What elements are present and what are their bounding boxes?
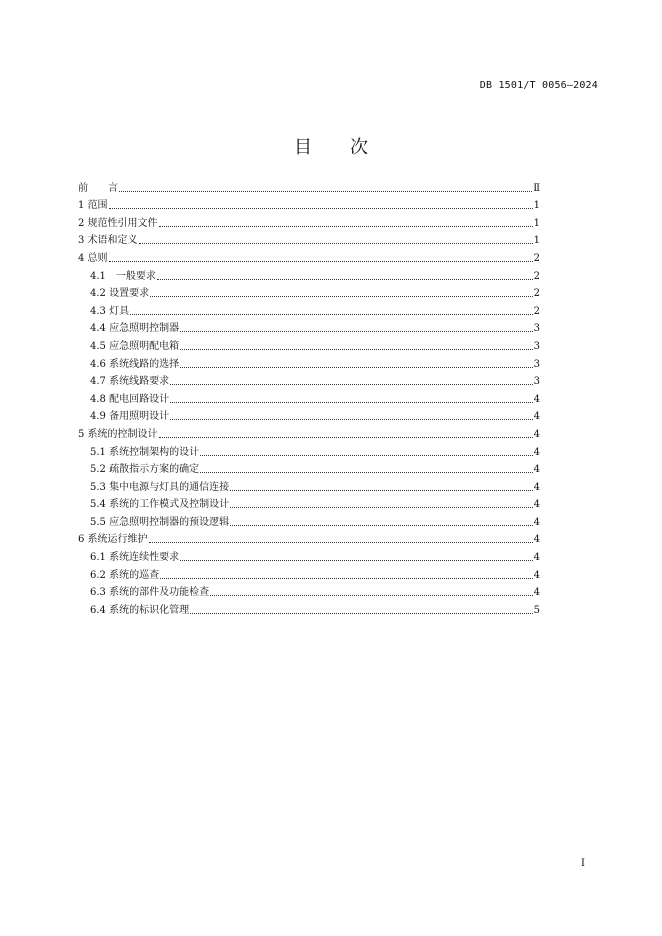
dot-leader bbox=[180, 366, 533, 368]
toc-entry-label: 4.1 一般要求 bbox=[90, 270, 156, 282]
toc-entry[interactable] bbox=[78, 582, 540, 600]
toc-entry-page: 3 bbox=[533, 340, 540, 352]
toc-entry[interactable] bbox=[78, 599, 540, 617]
dot-leader bbox=[200, 471, 533, 473]
toc-entry-label: 4.6 系统线路的选择 bbox=[90, 358, 180, 370]
table-of-contents bbox=[78, 177, 540, 617]
dot-leader bbox=[149, 541, 533, 543]
toc-entry-label: 6.2 系统的巡查 bbox=[90, 569, 160, 581]
dot-leader bbox=[130, 313, 533, 315]
toc-entry[interactable] bbox=[78, 441, 540, 459]
dot-leader bbox=[170, 418, 533, 420]
toc-entry[interactable] bbox=[78, 195, 540, 213]
standard-code: DB 1501/T 0056—2024 bbox=[479, 80, 598, 91]
toc-entry-page: 4 bbox=[533, 499, 540, 511]
toc-entry-label: 5.1 系统控制架构的设计 bbox=[90, 446, 200, 458]
dot-leader bbox=[160, 577, 533, 579]
toc-entry[interactable] bbox=[78, 335, 540, 353]
toc-entry-page: 4 bbox=[533, 587, 540, 599]
toc-entry-label: 6.1 系统连续性要求 bbox=[90, 552, 180, 564]
toc-entry-label: 5.2 疏散指示方案的确定 bbox=[90, 464, 200, 476]
toc-entry-page: 1 bbox=[533, 235, 540, 247]
toc-entry-page: 2 bbox=[533, 270, 540, 282]
toc-entry-page: 1 bbox=[533, 217, 540, 229]
toc-entry-page: 3 bbox=[533, 358, 540, 370]
toc-entry-label: 1 范围 bbox=[78, 200, 108, 212]
toc-entry[interactable] bbox=[78, 423, 540, 441]
toc-entry-label: 3 术语和定义 bbox=[78, 235, 138, 247]
toc-entry-page: 4 bbox=[533, 428, 540, 440]
dot-leader bbox=[180, 348, 533, 350]
dot-leader bbox=[200, 454, 533, 456]
toc-entry-page: 4 bbox=[533, 569, 540, 581]
toc-entry-page: 2 bbox=[533, 288, 540, 300]
toc-entry-page: Ⅱ bbox=[533, 182, 540, 194]
dot-leader bbox=[230, 506, 533, 508]
toc-entry-label: 4.7 系统线路要求 bbox=[90, 376, 170, 388]
toc-entry[interactable] bbox=[78, 564, 540, 582]
toc-entry-label: 5 系统的控制设计 bbox=[78, 428, 158, 440]
dot-leader bbox=[150, 295, 533, 297]
toc-entry[interactable] bbox=[78, 511, 540, 529]
dot-leader bbox=[159, 436, 533, 438]
toc-entry[interactable] bbox=[78, 318, 540, 336]
toc-title: 目次 bbox=[294, 137, 406, 158]
toc-entry-page: 3 bbox=[533, 323, 540, 335]
toc-entry-page: 1 bbox=[533, 200, 540, 212]
toc-entry-page: 3 bbox=[533, 376, 540, 388]
dot-leader bbox=[230, 524, 533, 526]
dot-leader bbox=[180, 559, 533, 561]
toc-entry-label: 4.9 备用照明设计 bbox=[90, 411, 170, 423]
toc-entry[interactable] bbox=[78, 177, 540, 195]
toc-entry[interactable] bbox=[78, 546, 540, 564]
dot-leader bbox=[190, 612, 533, 614]
toc-entry[interactable] bbox=[78, 265, 540, 283]
dot-leader bbox=[170, 383, 533, 385]
toc-entry-page: 4 bbox=[533, 552, 540, 564]
toc-entry-label: 5.3 集中电源与灯具的通信连接 bbox=[90, 481, 230, 493]
dot-leader bbox=[230, 489, 533, 491]
toc-entry-label: 4.4 应急照明控制器 bbox=[90, 323, 180, 335]
toc-entry-page: 4 bbox=[533, 481, 540, 493]
toc-entry-page: 5 bbox=[533, 604, 540, 616]
toc-entry-page: 2 bbox=[533, 252, 540, 264]
dot-leader bbox=[170, 401, 533, 403]
toc-entry-label: 6.3 系统的部件及功能检查 bbox=[90, 587, 210, 599]
toc-entry-label: 4.2 设置要求 bbox=[90, 288, 150, 300]
toc-entry[interactable] bbox=[78, 406, 540, 424]
dot-leader bbox=[180, 330, 533, 332]
toc-entry-label: 5.5 应急照明控制器的预设逻辑 bbox=[90, 516, 230, 528]
toc-entry[interactable] bbox=[78, 283, 540, 301]
toc-entry[interactable] bbox=[78, 371, 540, 389]
dot-leader bbox=[210, 594, 533, 596]
toc-entry-page: 4 bbox=[533, 446, 540, 458]
toc-entry[interactable] bbox=[78, 529, 540, 547]
toc-entry-label: 2 规范性引用文件 bbox=[78, 217, 158, 229]
toc-entry-label: 4.8 配电回路设计 bbox=[90, 393, 170, 405]
toc-entry[interactable] bbox=[78, 300, 540, 318]
toc-entry-label: 6 系统运行维护 bbox=[78, 534, 148, 546]
toc-entry-label: 4.3 灯具 bbox=[90, 305, 130, 317]
toc-entry-page: 4 bbox=[533, 464, 540, 476]
dot-leader bbox=[109, 260, 533, 262]
toc-entry-page: 4 bbox=[533, 411, 540, 423]
dot-leader bbox=[119, 190, 532, 192]
toc-entry-page: 4 bbox=[533, 534, 540, 546]
toc-entry[interactable] bbox=[78, 459, 540, 477]
toc-entry[interactable] bbox=[78, 230, 540, 248]
page-number: I bbox=[581, 858, 585, 869]
toc-entry[interactable] bbox=[78, 476, 540, 494]
dot-leader bbox=[109, 207, 533, 209]
toc-entry-page: 4 bbox=[533, 516, 540, 528]
toc-entry-page: 4 bbox=[533, 393, 540, 405]
toc-entry-page: 2 bbox=[533, 305, 540, 317]
toc-entry-label: 4.5 应急照明配电箱 bbox=[90, 340, 180, 352]
toc-entry[interactable] bbox=[78, 212, 540, 230]
toc-entry[interactable] bbox=[78, 494, 540, 512]
dot-leader bbox=[159, 225, 533, 227]
dot-leader bbox=[157, 278, 533, 280]
dot-leader bbox=[139, 242, 533, 244]
toc-entry[interactable] bbox=[78, 247, 540, 265]
toc-entry-label: 前 言 bbox=[78, 182, 118, 194]
toc-entry-label: 4 总则 bbox=[78, 252, 108, 264]
toc-entry-label: 5.4 系统的工作模式及控制设计 bbox=[90, 499, 230, 511]
toc-entry[interactable] bbox=[78, 388, 540, 406]
toc-entry[interactable] bbox=[78, 353, 540, 371]
toc-entry-label: 6.4 系统的标识化管理 bbox=[90, 604, 190, 616]
